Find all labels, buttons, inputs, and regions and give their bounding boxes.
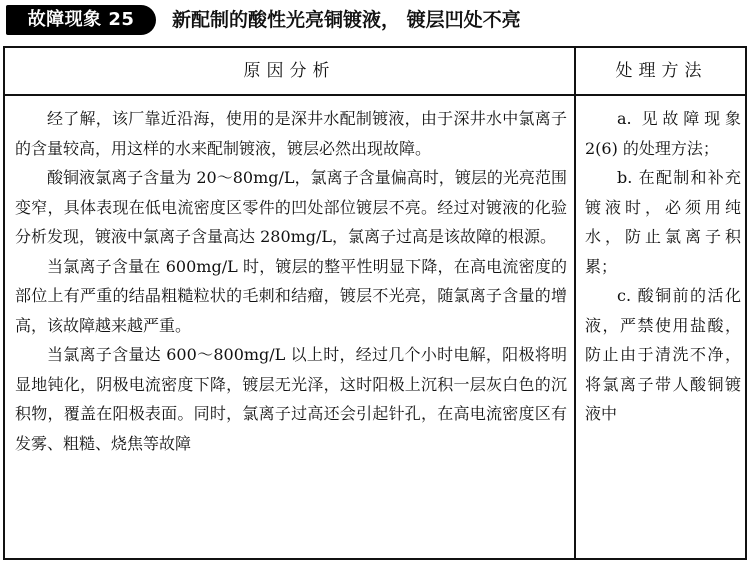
cause-paragraph: 当氯离子含量在 600mg/L 时，镀层的整平性明显下降，在高电流密度的部位上有严重的结晶粗糙粒状的毛刺和结瘤，镀层不光亮，随氯离子含量的增高，该故障越来越严重。 bbox=[15, 256, 567, 335]
column-header-cause: 原因分析 bbox=[243, 61, 336, 81]
fault-number-badge: 故障现象 25 bbox=[6, 5, 156, 35]
column-header-method: 处理方法 bbox=[615, 61, 708, 81]
cause-paragraph: 酸铜液氯离子含量为 20～80mg/L，氯离子含量偏高时，镀层的光亮范围变窄，具体表现在低电流密度区零件的凹处部位镀层不亮。经过对镀液的化验分析发现，镀液中氯离子含量高达 280mg/L，氯离子过高是该故障的根源。 bbox=[15, 168, 567, 246]
treatment-method-cell bbox=[585, 104, 741, 429]
fault-title: 新配制的酸性光亮铜镀液， 镀层凹处不亮 bbox=[172, 9, 521, 31]
cause-analysis-cell bbox=[15, 104, 567, 458]
method-paragraph: a. 见故障现象 2(6) 的处理方法； bbox=[585, 109, 741, 158]
method-paragraph: b. 在配制和补充镀液时，必须用纯水，防止氯离子积累； bbox=[585, 168, 741, 276]
cause-paragraph: 经了解，该厂靠近沿海，使用的是深井水配制镀液，由于深井水中氯离子的含量较高，用这样的水来配制镀液，镀层必然出现故障。 bbox=[15, 109, 567, 158]
table-header-row bbox=[5, 48, 745, 94]
cause-paragraph: 当氯离子含量达 600～800mg/L 以上时，经过几个小时电解，阳极将明显地钝化，阴极电流密度下降，镀层无光泽，这时阳极上沉积一层灰白色的沉积物，覆盖在阳极表面。同时，氯离子过高还会引起针孔，在高电流密度区有发雾、粗糙、烧焦等故障 bbox=[15, 345, 567, 453]
fault-header bbox=[4, 4, 604, 36]
column-divider bbox=[574, 48, 576, 558]
analysis-table bbox=[3, 46, 747, 560]
method-paragraph: c. 酸铜前的活化液，严禁使用盐酸，防止由于清洗不净，将氯离子带人酸铜镀液中 bbox=[585, 286, 741, 423]
header-divider bbox=[5, 94, 745, 96]
